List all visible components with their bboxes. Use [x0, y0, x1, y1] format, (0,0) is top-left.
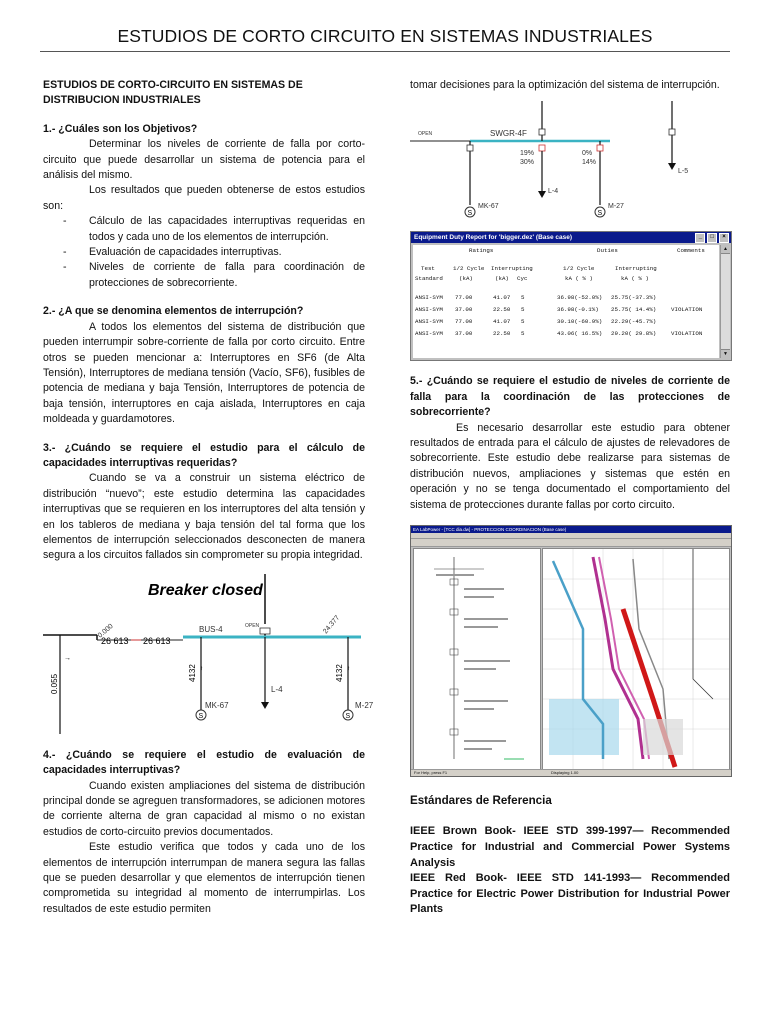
svg-text:14%: 14%: [582, 159, 597, 167]
header-duties: Duties: [597, 247, 618, 255]
equipment-duty-window: [410, 231, 732, 361]
close-button[interactable]: ×: [719, 233, 729, 243]
col-ka-pct: kA ( % ): [621, 275, 649, 283]
continuation-paragraph: tomar decisiones para la optimización del sistema de interrupción.: [410, 79, 720, 91]
svg-text:MK-67: MK-67: [478, 203, 499, 211]
svg-text:OPEN: OPEN: [418, 131, 433, 138]
svg-text:M-27: M-27: [608, 203, 624, 211]
svg-text:S: S: [597, 210, 603, 218]
minimize-button[interactable]: _: [695, 233, 705, 243]
one-line-pane: [413, 548, 541, 770]
section-3-paragraph: Cuando se va a construir un sistema eléctrico de distribución “nuevo”; este estudio determina las capacidades interruptivas que se requieren en los interruptores del alta tensión y en los tableros de mediana y baja tensión del tal forma que los elementos de interrupción seleccionados desconecten de manera segura a los circuitos fallados sin comprometer su propia integridad.: [43, 472, 365, 562]
svg-text:SWGR-4F: SWGR-4F: [490, 129, 527, 139]
section-1-paragraph-1: Determinar los niveles de corriente de falla por corto-circuito que puede desarrollar un sistema de potencia para el análisis del mismo.: [43, 138, 365, 182]
svg-text:30%: 30%: [520, 159, 535, 167]
tcc-curve-pane: [542, 548, 730, 770]
swgr-diagram: [410, 101, 730, 229]
section-2-heading: 2.- ¿A que se denomina elementos de interrupción?: [43, 305, 304, 318]
svg-text:BUS-4: BUS-4: [199, 624, 223, 634]
vertical-scrollbar[interactable]: [720, 245, 730, 358]
svg-text:0.000: 0.000: [96, 622, 115, 640]
col-half-cycle-duty: 1/2 Cycle: [563, 265, 595, 273]
window-titlebar: [411, 232, 731, 243]
svg-text:24.377: 24.377: [322, 614, 342, 636]
scroll-up-icon[interactable]: ▲: [721, 245, 730, 254]
col-ka-pct: kA ( % ): [565, 275, 593, 283]
section-4-paragraph-2: Este estudio verifica que todos y cada uno de los elementos de interrupción interrumpan de manera segura las fallas que se pueden desarrollar y que elementos de interrupción tienen comprometida su integridad al momento de interrumpirlas. Los resultados de este estudio permiten: [43, 841, 365, 915]
section-5-heading: 5.- ¿Cuándo se requiere el estudio de niveles de corriente de falla para la coordinación de las protecciones de sobrecorriente?: [410, 375, 730, 419]
window-title: Equipment Duty Report for 'bigger.dez' (Base case): [414, 234, 573, 242]
svg-text:19%: 19%: [520, 150, 535, 158]
page-header: ESTUDIOS DE CORTO CIRCUITO EN SISTEMAS INDUSTRIALES: [40, 26, 730, 52]
svg-text:S: S: [467, 210, 473, 218]
duty-rows: [415, 293, 725, 341]
svg-text:4132: 4132: [188, 663, 197, 682]
reference-red-book: IEEE Red Book- IEEE STD 141-1993— Recommended Practice for Electric Power Distribution for Industrial Power Plants: [410, 872, 730, 916]
tcc-titlebar: EA LabPower - [TCC dia.dw] - PROTECCION COORDINACION (Base case): [411, 526, 731, 533]
tcc-screenshot: [410, 525, 732, 777]
header-ratings: Ratings: [469, 247, 494, 255]
svg-text:S: S: [198, 712, 204, 720]
svg-text:L-5: L-5: [678, 168, 689, 176]
section-5-paragraph: Es necesario desarrollar este estudio para obtener resultados de entrada para el cálculo de ajustes de relevadores de sobrecorriente. Este estudio debe realizarse para sistemas de distribución nuevos, ampliaciones y sistemas que estén en operación y no se tenga documentado el comportamiento del sistema de protecciones durante fallas por corto circuito.: [410, 421, 730, 511]
section-2-paragraph: A todos los elementos del sistema de distribución que pueden interrumpir sobre-corriente de falla por corto circuito. Entre otros se pueden mencionar a: Interruptores en SF6 (de Alta Tensión), Interruptores de mediana tensión (Vacío, SF6), fusibles de potencia de mediana y baja Tensión, Interruptores de potencia de baja tensión, interruptores en caja aislada, Interruptores en caja moldeada y guardamotores.: [43, 320, 365, 426]
svg-text:S: S: [345, 712, 351, 720]
list-item: - Cálculo de las capacidades interruptivas requeridas en todos y cada uno de los elementos de interrupción.: [63, 215, 365, 243]
col-test: Test: [421, 265, 435, 273]
status-right: Displaying 1.00: [551, 770, 579, 776]
svg-text:↑: ↑: [347, 665, 350, 672]
header-comments: Comments: [677, 247, 705, 255]
figure-title: Breaker closed: [148, 581, 263, 599]
col-half-cycle: 1/2 Cycle: [453, 265, 485, 273]
doc-title-line-1: ESTUDIOS DE CORTO-CIRCUITO EN SISTEMAS DE: [43, 79, 303, 91]
doc-title-line-2: DISTRIBUCION INDUSTRIALES: [43, 94, 201, 107]
tcc-statusbar: [411, 769, 731, 776]
tcc-toolbar: [411, 539, 731, 547]
status-left: For Help, press F1: [414, 770, 448, 776]
col-ka: (kA): [495, 275, 509, 283]
svg-text:4132: 4132: [335, 663, 344, 682]
svg-text:0%: 0%: [582, 150, 593, 158]
col-interrupting-duty: Interrupting: [615, 265, 657, 273]
section-4-heading: 4.- ¿Cuándo se requiere el estudio de evaluación de capacidades interruptivas?: [43, 748, 365, 777]
section-1-heading: 1.- ¿Cuáles son los Objetivos?: [43, 122, 198, 135]
svg-text:→: →: [64, 654, 71, 662]
col-interrupting: Interrupting: [491, 265, 533, 273]
table-row: ANSI-SYM 37.00 22.50 5 36.98(-0.1%) 25.75( 14.4%) VIOLATION: [415, 306, 703, 314]
section-4-paragraph-1: Cuando existen ampliaciones del sistema de distribución principal donde se agreguen transformadores, se adicionen motores de corriente alterna de gran capacidad al mismo o no existan estudios de corto-circuito previos documentados.: [43, 779, 365, 838]
svg-text:26 613: 26 613: [101, 635, 129, 646]
left-column: [43, 78, 374, 917]
scroll-down-icon[interactable]: ▼: [721, 349, 730, 358]
svg-text:26 613: 26 613: [143, 635, 171, 646]
right-column: [410, 78, 730, 918]
list-item: - Niveles de corriente de falla para coordinación de protecciones de sobrecorriente.: [63, 261, 365, 289]
table-row: ANSI-SYM 77.00 41.07 5 36.98(-52.0%) 25.75(-37.3%): [415, 294, 657, 302]
breaker-closed-diagram: [43, 574, 374, 746]
svg-text:↑: ↑: [200, 665, 203, 672]
list-item: - Evaluación de capacidades interruptivas.: [63, 246, 282, 259]
svg-text:OPEN: OPEN: [245, 622, 260, 629]
reference-brown-book: IEEE Brown Book- IEEE STD 399-1997— Recommended Practice for Industrial and Commercial Power Systems Analysis: [410, 825, 730, 869]
report-body: [413, 245, 719, 358]
section-1-list: [43, 214, 365, 291]
section-1-paragraph-2: Los resultados que pueden obtenerse de estos estudios son:: [43, 184, 365, 212]
table-row: ANSI-SYM 37.00 22.50 5 43.06( 16.5%) 29.20( 29.8%) VIOLATION: [415, 330, 703, 338]
col-standard: Standard: [415, 275, 443, 283]
window-buttons: [695, 233, 729, 244]
table-row: ANSI-SYM 77.00 41.07 5 30.10(-60.9%) 22.29(-45.7%): [415, 318, 657, 326]
maximize-button[interactable]: □: [707, 233, 717, 243]
svg-text:MK-67: MK-67: [205, 700, 229, 710]
svg-text:L-4: L-4: [548, 188, 559, 196]
col-cyc: Cyc: [517, 275, 528, 283]
references-title: Estándares de Referencia: [410, 794, 552, 808]
svg-text:M-27: M-27: [355, 700, 374, 710]
col-ka: (kA): [459, 275, 473, 283]
svg-text:L-4: L-4: [271, 684, 283, 694]
section-3-heading: 3.- ¿Cuándo se requiere el estudio para el cálculo de capacidades interruptivas requeridas?: [43, 441, 365, 469]
svg-text:0.055: 0.055: [50, 673, 59, 694]
